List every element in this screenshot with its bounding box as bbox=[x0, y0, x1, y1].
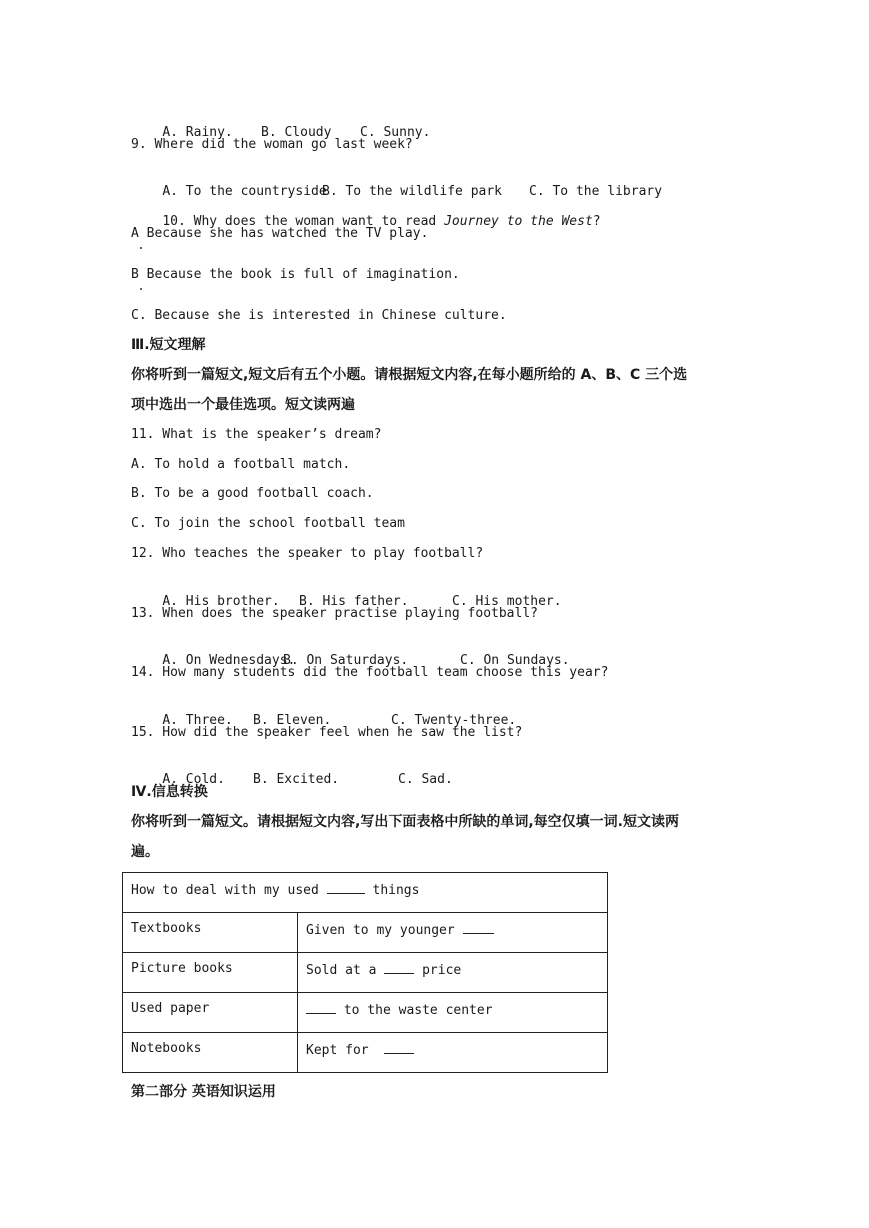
info-table bbox=[122, 872, 608, 1073]
section-4-heading: Ⅳ.信息转换 bbox=[131, 784, 208, 800]
part-2-heading: 第二部分 英语知识运用 bbox=[131, 1084, 276, 1100]
table-cell-action bbox=[298, 1033, 608, 1073]
table-row bbox=[123, 873, 608, 913]
section-4-instruction-2: 遍。 bbox=[131, 844, 159, 860]
table-cell-action bbox=[298, 953, 608, 993]
question-9: 9. Where did the woman go last week? bbox=[131, 137, 413, 152]
question-15: 15. How did the speaker feel when he saw the list? bbox=[131, 725, 523, 740]
table-cell-action bbox=[298, 993, 608, 1033]
question-11: 11. What is the speaker’s dream? bbox=[131, 427, 382, 442]
option-b: B. His father. bbox=[299, 594, 409, 609]
question-13: 13. When does the speaker practise playing football? bbox=[131, 606, 538, 621]
question-10-suffix: ? bbox=[592, 214, 601, 229]
cell-text: Kept for bbox=[306, 1043, 385, 1058]
option-b: B. Cloudy bbox=[261, 125, 332, 140]
bullet-dot bbox=[140, 288, 142, 290]
q11-option-a: A. To hold a football match. bbox=[131, 457, 351, 472]
option-c: C. His mother. bbox=[452, 594, 562, 609]
table-row bbox=[123, 993, 608, 1033]
cell-text: Given to my younger bbox=[306, 923, 463, 938]
table-cell-item: Used paper bbox=[123, 993, 298, 1033]
answer-blank bbox=[306, 1001, 336, 1014]
header-text: things bbox=[364, 883, 420, 898]
q11-option-c: C. To join the school football team bbox=[131, 516, 405, 531]
section-3-heading: Ⅲ.短文理解 bbox=[131, 337, 206, 353]
q10-option-c: C. Because she is interested in Chinese culture. bbox=[131, 308, 507, 323]
option-b: B. Excited. bbox=[253, 772, 340, 787]
section-4-instruction-1: 你将听到一篇短文。请根据短文内容,写出下面表格中所缺的单词,每空仅填一词.短文读两 bbox=[131, 814, 679, 830]
table-cell-item: Notebooks bbox=[123, 1033, 298, 1073]
answer-blank bbox=[384, 1041, 414, 1054]
book-title: Journey to the West bbox=[444, 214, 593, 229]
table-cell-item: Picture books bbox=[123, 953, 298, 993]
option-b: B. On Saturdays. bbox=[283, 653, 409, 668]
answer-blank bbox=[384, 961, 414, 974]
bullet-dot bbox=[140, 247, 142, 249]
answer-blank bbox=[327, 881, 365, 894]
q10-option-b: B Because the book is full of imagination. bbox=[131, 267, 460, 282]
option-c: C. Twenty-three. bbox=[391, 713, 517, 728]
cell-text: to the waste center bbox=[336, 1003, 493, 1018]
option-a: A. To the countryside bbox=[162, 184, 327, 199]
option-a: A. Cold. bbox=[162, 772, 225, 787]
cell-text: price bbox=[414, 963, 462, 978]
header-text: How to deal with my used bbox=[131, 883, 327, 898]
table-cell-item: Textbooks bbox=[123, 913, 298, 953]
option-b: B. Eleven. bbox=[253, 713, 332, 728]
option-b: B. To the wildlife park bbox=[322, 184, 503, 199]
table-header-cell bbox=[123, 873, 608, 913]
option-c: C. To the library bbox=[529, 184, 663, 199]
answer-blank bbox=[463, 921, 494, 934]
table-cell-action bbox=[298, 913, 608, 953]
option-a: A. Three. bbox=[162, 713, 233, 728]
table-row bbox=[123, 1033, 608, 1073]
q10-option-a: A Because she has watched the TV play. bbox=[131, 226, 429, 241]
option-a: A. His brother. bbox=[162, 594, 280, 609]
table-row bbox=[123, 953, 608, 993]
question-10-prefix: 10. Why does the woman want to read bbox=[162, 214, 445, 229]
question-12: 12. Who teaches the speaker to play football? bbox=[131, 546, 484, 561]
q11-option-b: B. To be a good football coach. bbox=[131, 486, 374, 501]
cell-text: Sold at a bbox=[306, 963, 385, 978]
table-row bbox=[123, 913, 608, 953]
option-c: C. Sunny. bbox=[360, 125, 431, 140]
option-c: C. Sad. bbox=[398, 772, 453, 787]
option-a: A. On Wednesdays. bbox=[162, 653, 296, 668]
section-3-instruction-1: 你将听到一篇短文,短文后有五个小题。请根据短文内容,在每小题所给的 A、B、C 三个选 bbox=[131, 367, 688, 383]
section-3-instruction-2: 项中选出一个最佳选项。短文读两遍 bbox=[131, 397, 355, 413]
option-c: C. On Sundays. bbox=[460, 653, 570, 668]
option-a: A. Rainy. bbox=[162, 125, 233, 140]
question-14: 14. How many students did the football team choose this year? bbox=[131, 665, 609, 680]
